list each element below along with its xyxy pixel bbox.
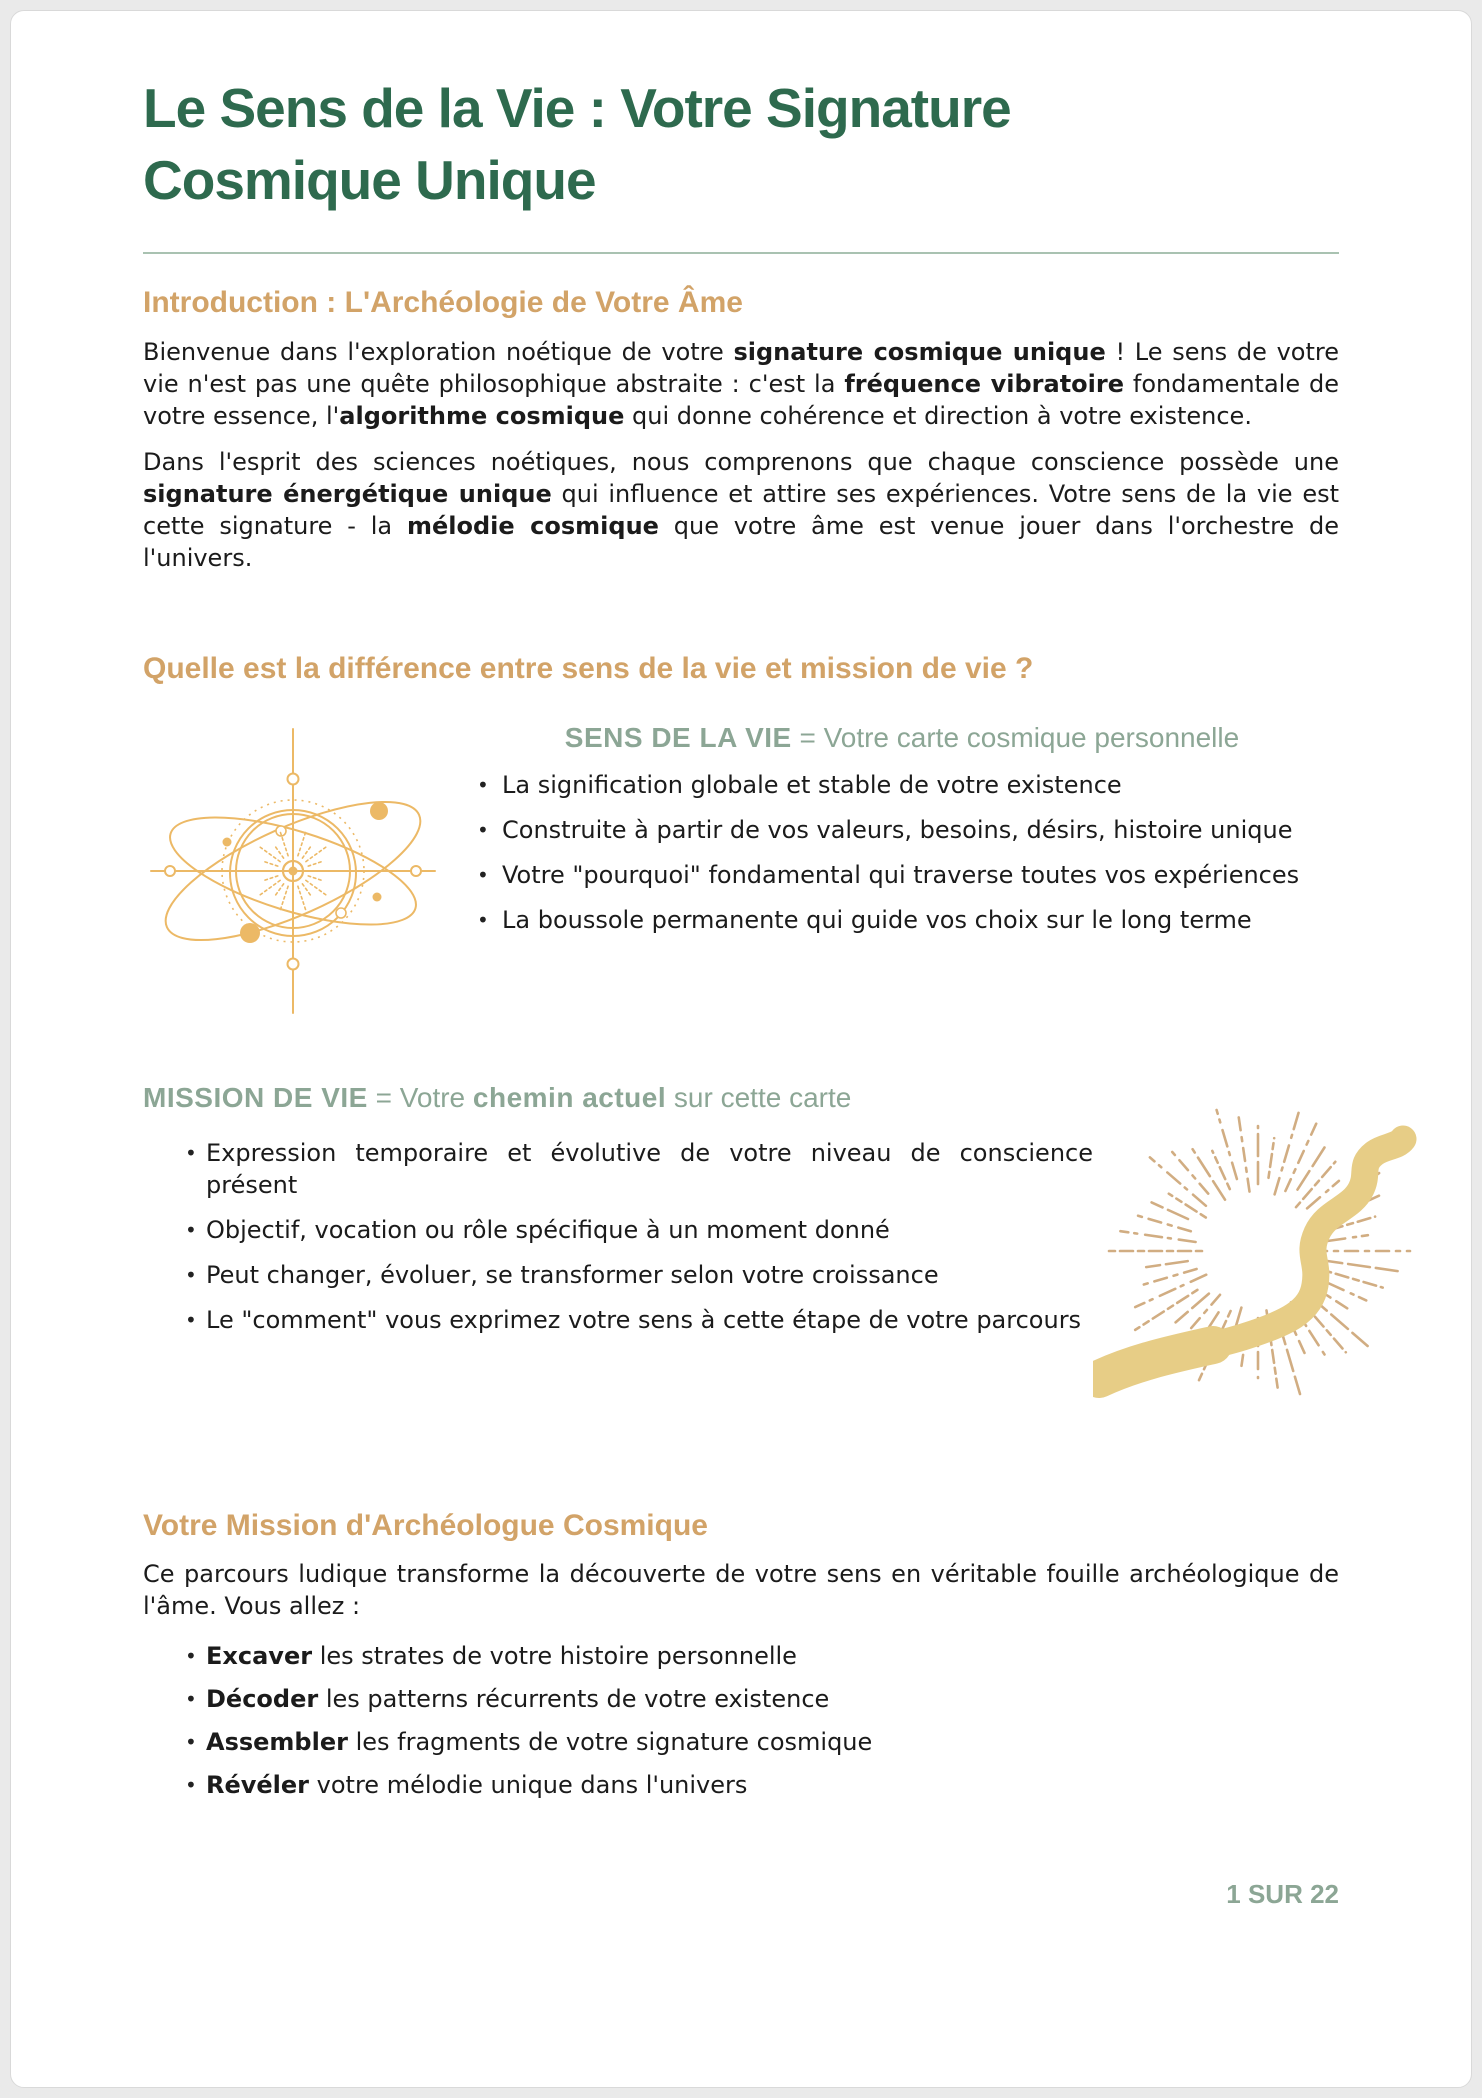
- intro-paragraph-1: Bienvenue dans l'exploration noétique de votre signature cosmique unique ! Le sens de votre vie n'est pas une quête philosophique abstraite : c'est la fréquence vibratoire fondamentale de votre essence, l'algorithme cosmique qui donne cohérence et direction à votre existence.: [143, 337, 1340, 430]
- page-title: Le Sens de la Vie : Votre Signature Cosmique Unique: [143, 77, 1011, 211]
- archeologue-intro: Ce parcours ludique transforme la découverte de votre sens en véritable fouille archéologique de l'âme. Vous allez :: [143, 1560, 1339, 1621]
- section-heading-difference: Quelle est la différence entre sens de la vie et mission de vie ?: [143, 651, 1034, 685]
- list-item: • Décoder les patterns récurrents de votre existence: [143, 1683, 1339, 1715]
- document-page: [10, 10, 1472, 2088]
- sens-bullet-list: [465, 769, 1339, 936]
- sunburst-path-icon: [1093, 1089, 1423, 1419]
- sens-de-la-vie-heading: SENS DE LA VIE = Votre carte cosmique personnelle: [564, 722, 1240, 753]
- list-item: • Assembler les fragments de votre signature cosmique: [143, 1726, 1339, 1758]
- sens-de-la-vie-block: [143, 721, 1339, 1025]
- list-item: • La boussole permanente qui guide vos choix sur le long terme: [465, 904, 1339, 936]
- intro-paragraph-2: Dans l'esprit des sciences noétiques, nous comprenons que chaque conscience possède une signature énergétique unique qui influence et attire ses expériences. Votre sens de la vie est cette signature - la mélodie cosmique que votre âme est venue jouer dans l'orchestre de l'univers.: [143, 447, 1339, 572]
- mission-de-vie-block: [143, 1123, 1339, 1419]
- list-item: • Votre "pourquoi" fondamental qui traverse toutes vos expériences: [465, 859, 1339, 891]
- section-heading-introduction: Introduction : L'Archéologie de Votre Âme: [143, 286, 743, 319]
- archeologue-bullet-list: [143, 1640, 1339, 1801]
- cosmic-atom-icon: [143, 721, 443, 1021]
- title-divider: [143, 252, 1339, 254]
- mission-bullet-list: [143, 1137, 1093, 1419]
- mission-de-vie-heading: MISSION DE VIE = Votre chemin actuel sur cette carte: [143, 1082, 852, 1113]
- page-number-label: 1 SUR 22: [1226, 1879, 1339, 1910]
- list-item: • Construite à partir de vos valeurs, besoins, désirs, histoire unique: [465, 814, 1339, 846]
- list-item: • Objectif, vocation ou rôle spécifique à un moment donné: [143, 1214, 1093, 1246]
- list-item: • La signification globale et stable de votre existence: [465, 769, 1339, 801]
- list-item: • Peut changer, évoluer, se transformer selon votre croissance: [143, 1259, 1093, 1291]
- list-item: • Expression temporaire et évolutive de votre niveau de conscience présent: [143, 1137, 1093, 1201]
- list-item: • Révéler votre mélodie unique dans l'univers: [143, 1769, 1339, 1801]
- list-item: • Le "comment" vous exprimez votre sens à cette étape de votre parcours: [143, 1304, 1093, 1336]
- list-item: • Excaver les strates de votre histoire personnelle: [143, 1640, 1339, 1672]
- section-heading-archeologue: Votre Mission d'Archéologue Cosmique: [143, 1508, 708, 1542]
